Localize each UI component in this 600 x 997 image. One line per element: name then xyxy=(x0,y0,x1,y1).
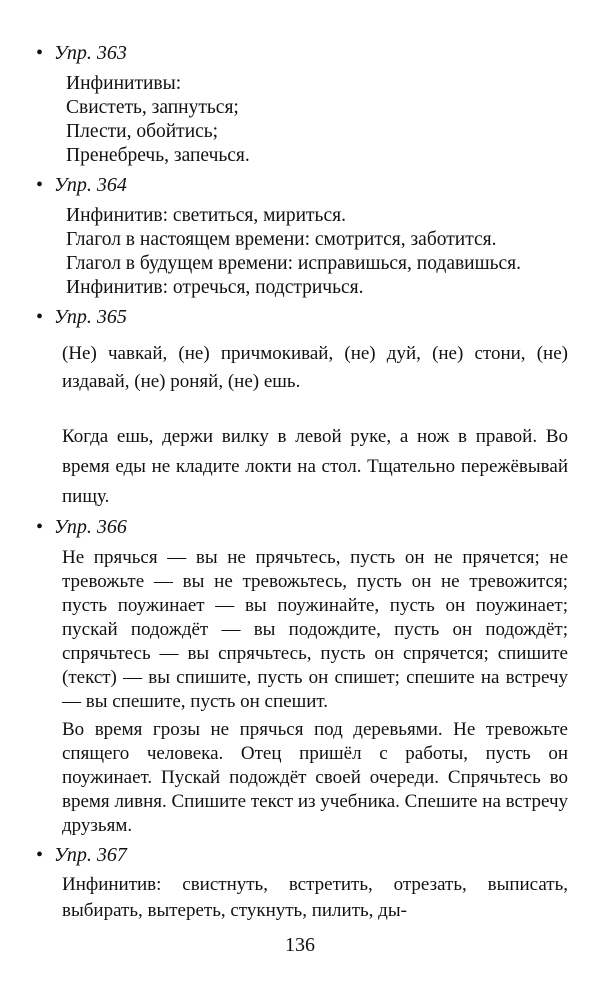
exercise-363-title: Упр. 363 xyxy=(54,42,127,64)
exercise-364-line: Инфинитив: отречься, подстричься. xyxy=(66,277,364,298)
exercise-363-heading xyxy=(36,42,127,65)
exercise-364-title: Упр. 364 xyxy=(54,174,127,196)
exercise-363-line: Свистеть, запнуться; xyxy=(66,97,239,118)
exercise-365-title: Упр. 365 xyxy=(54,306,127,328)
exercise-366-paragraph-1: Не прячься — вы не прячьтесь, пусть он не прячется; не тревожьте — вы не тревожьтесь, пусть он не тревожится; пусть поужинает — вы поужинайте, пусть он поужинает; пускай подождёт — вы подождите, пусть он подождёт; спрячьтесь — вы спрячьтесь, пусть он спрячется; спишите (текст) — вы спишите, пусть он спишет; спешите на встречу — вы спешите, пусть он спешит. xyxy=(62,547,568,712)
exercise-365-paragraph-1: (Не) чавкай, (не) причмокивай, (не) дуй, (не) стони, (не) издавай, (не) роняй, (не) ешь. xyxy=(62,343,568,392)
exercise-363-line: Инфинитивы: xyxy=(66,73,182,94)
exercise-367-paragraph-1: Инфинитив: свистнуть, встретить, отрезать, выписать, выбирать, вытереть, стукнуть, пилить, ды- xyxy=(62,874,568,921)
bullet-icon: • xyxy=(36,844,44,866)
exercise-364-heading xyxy=(36,174,127,197)
exercise-363-line: Пренебречь, запечься. xyxy=(66,145,250,166)
exercise-366-paragraph-2: Во время грозы не прячься под деревьями. Не тревожьте спящего человека. Отец пришёл с работы, пусть он поужинает. Пускай подождёт своей очереди. Спрячьтесь во время ливня. Спишите текст из учебника. Спешите на встречу друзьям. xyxy=(62,719,568,836)
exercise-366-title: Упр. 366 xyxy=(54,516,127,538)
bullet-icon: • xyxy=(36,306,44,328)
exercise-365-heading xyxy=(36,306,127,329)
exercise-364-line: Инфинитив: светиться, мириться. xyxy=(66,205,346,226)
exercise-366-heading xyxy=(36,516,127,539)
bullet-icon: • xyxy=(36,516,44,538)
exercise-367-title: Упр. 367 xyxy=(54,844,127,866)
bullet-icon: • xyxy=(36,174,44,196)
exercise-367-heading xyxy=(36,844,127,867)
bullet-icon: • xyxy=(36,42,44,64)
exercise-364-line: Глагол в будущем времени: исправишься, подавишься. xyxy=(66,253,522,274)
page-number: 136 xyxy=(285,934,315,956)
exercise-365-paragraph-2: Когда ешь, держи вилку в левой руке, а нож в правой. Во время еды не кладите локти на стол. Тщательно пережёвывай пищу. xyxy=(62,426,568,507)
exercise-364-line: Глагол в настоящем времени: смотрится, заботится. xyxy=(66,229,497,250)
exercise-363-line: Плести, обойтись; xyxy=(66,121,219,142)
